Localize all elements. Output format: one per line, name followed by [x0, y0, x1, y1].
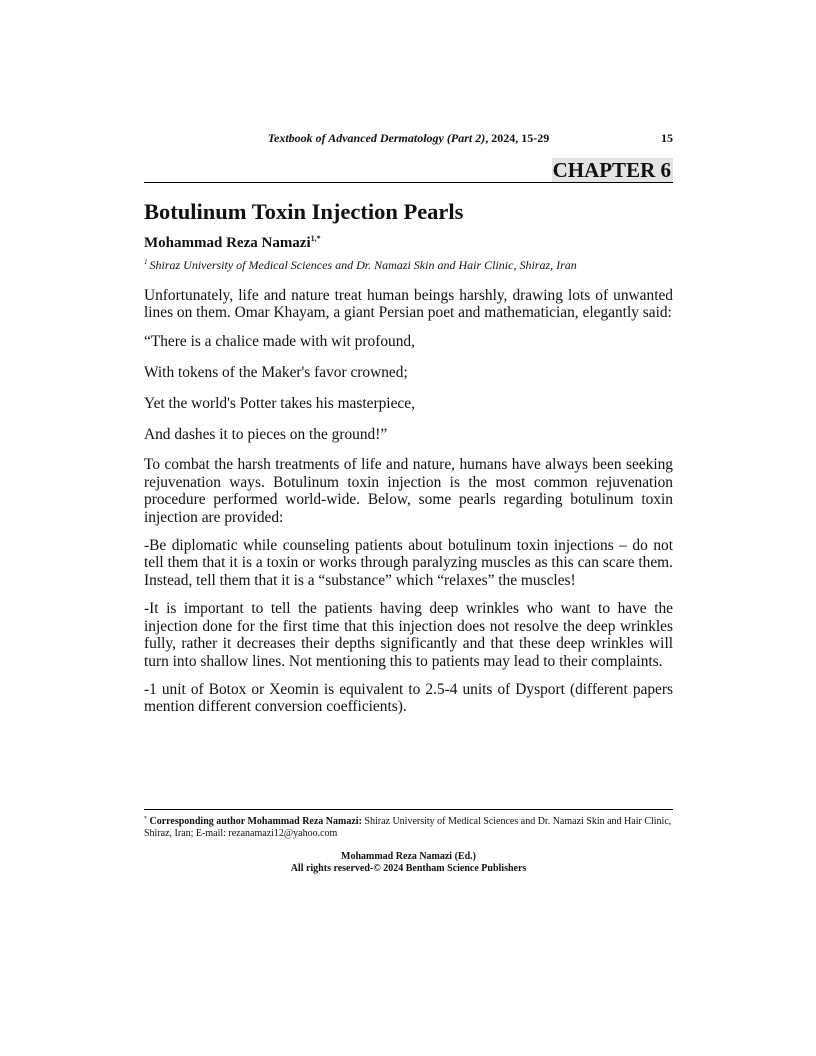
verse-line: Yet the world's Potter takes his masterpiece,	[144, 394, 415, 412]
pearl-unit-conversion: -1 unit of Botox or Xeomin is equivalent to 2.5-4 units of Dysport (different papers mention different conversion coefficients).	[144, 680, 673, 716]
editor-credit: Mohammad Reza Namazi (Ed.)	[341, 851, 476, 862]
affiliation-text: Shiraz University of Medical Sciences and Dr. Namazi Skin and Hair Clinic, Shiraz, Iran	[149, 258, 577, 272]
journal-title: Textbook of Advanced Dermatology (Part 2)	[267, 131, 486, 145]
author-line	[144, 234, 321, 252]
verse-line: With tokens of the Maker's favor crowned;	[144, 363, 408, 381]
footnote-text: Shiraz University of Medical Sciences and Dr. Namazi Skin and Hair Clinic, Shiraz, Iran; E-mail: rezanamazi12@yahoo.com	[144, 816, 672, 839]
journal-details: , 2024, 15-29	[485, 131, 550, 145]
article-title: Botulinum Toxin Injection Pearls	[144, 199, 464, 224]
footnote-label: Corresponding author Mohammad Reza Namazi:	[149, 816, 362, 827]
rights-notice: All rights reserved-© 2024 Bentham Science Publishers	[290, 863, 527, 874]
page-number: 15	[661, 131, 673, 145]
intro-paragraph: Unfortunately, life and nature treat human beings harshly, drawing lots of unwanted lines on them. Omar Khayam, a giant Persian poet and mathematician, elegantly said:	[144, 287, 673, 322]
author-marks: 1,*	[310, 234, 321, 243]
author-name: Mohammad Reza Namazi	[144, 235, 311, 251]
body-text	[144, 287, 673, 727]
pearl-diplomatic: -Be diplomatic while counseling patients about botulinum toxin injections – do not tell them that it is a toxin or works through paralyzing muscles as this can scare them. Instead, tell them that it is a “substance” which “relaxes” the muscles!	[144, 537, 673, 589]
journal-citation	[144, 131, 673, 146]
verse-line: And dashes it to pieces on the ground!”	[144, 425, 388, 443]
paragraph-rejuvenation: To combat the harsh treatments of life and nature, humans have always been seeking rejuvenation ways. Botulinum toxin injection is the most common rejuvenation procedure performed world-wide. Below, some pearls regarding botulinum toxin injection are provided:	[144, 456, 673, 526]
publisher-credit	[144, 851, 673, 875]
chapter-label: CHAPTER 6	[552, 158, 671, 182]
affiliation	[144, 258, 577, 273]
running-head	[144, 131, 673, 149]
header-rule	[144, 182, 673, 183]
footnote-rule	[144, 809, 673, 810]
pearl-deep-wrinkles: -It is important to tell the patients having deep wrinkles who want to have the injection done for the first time that this injection does not resolve the deep wrinkles fully, rather it decreases their depths significantly and that these deep wrinkles will turn into shallow lines. Not mentioning this to patients may lead to their complaints.	[144, 600, 673, 670]
footnote-mark: *	[144, 816, 147, 822]
footnote	[144, 813, 673, 840]
affiliation-mark: 1	[144, 258, 148, 266]
verse-line: “There is a chalice made with wit profound,	[144, 332, 415, 350]
